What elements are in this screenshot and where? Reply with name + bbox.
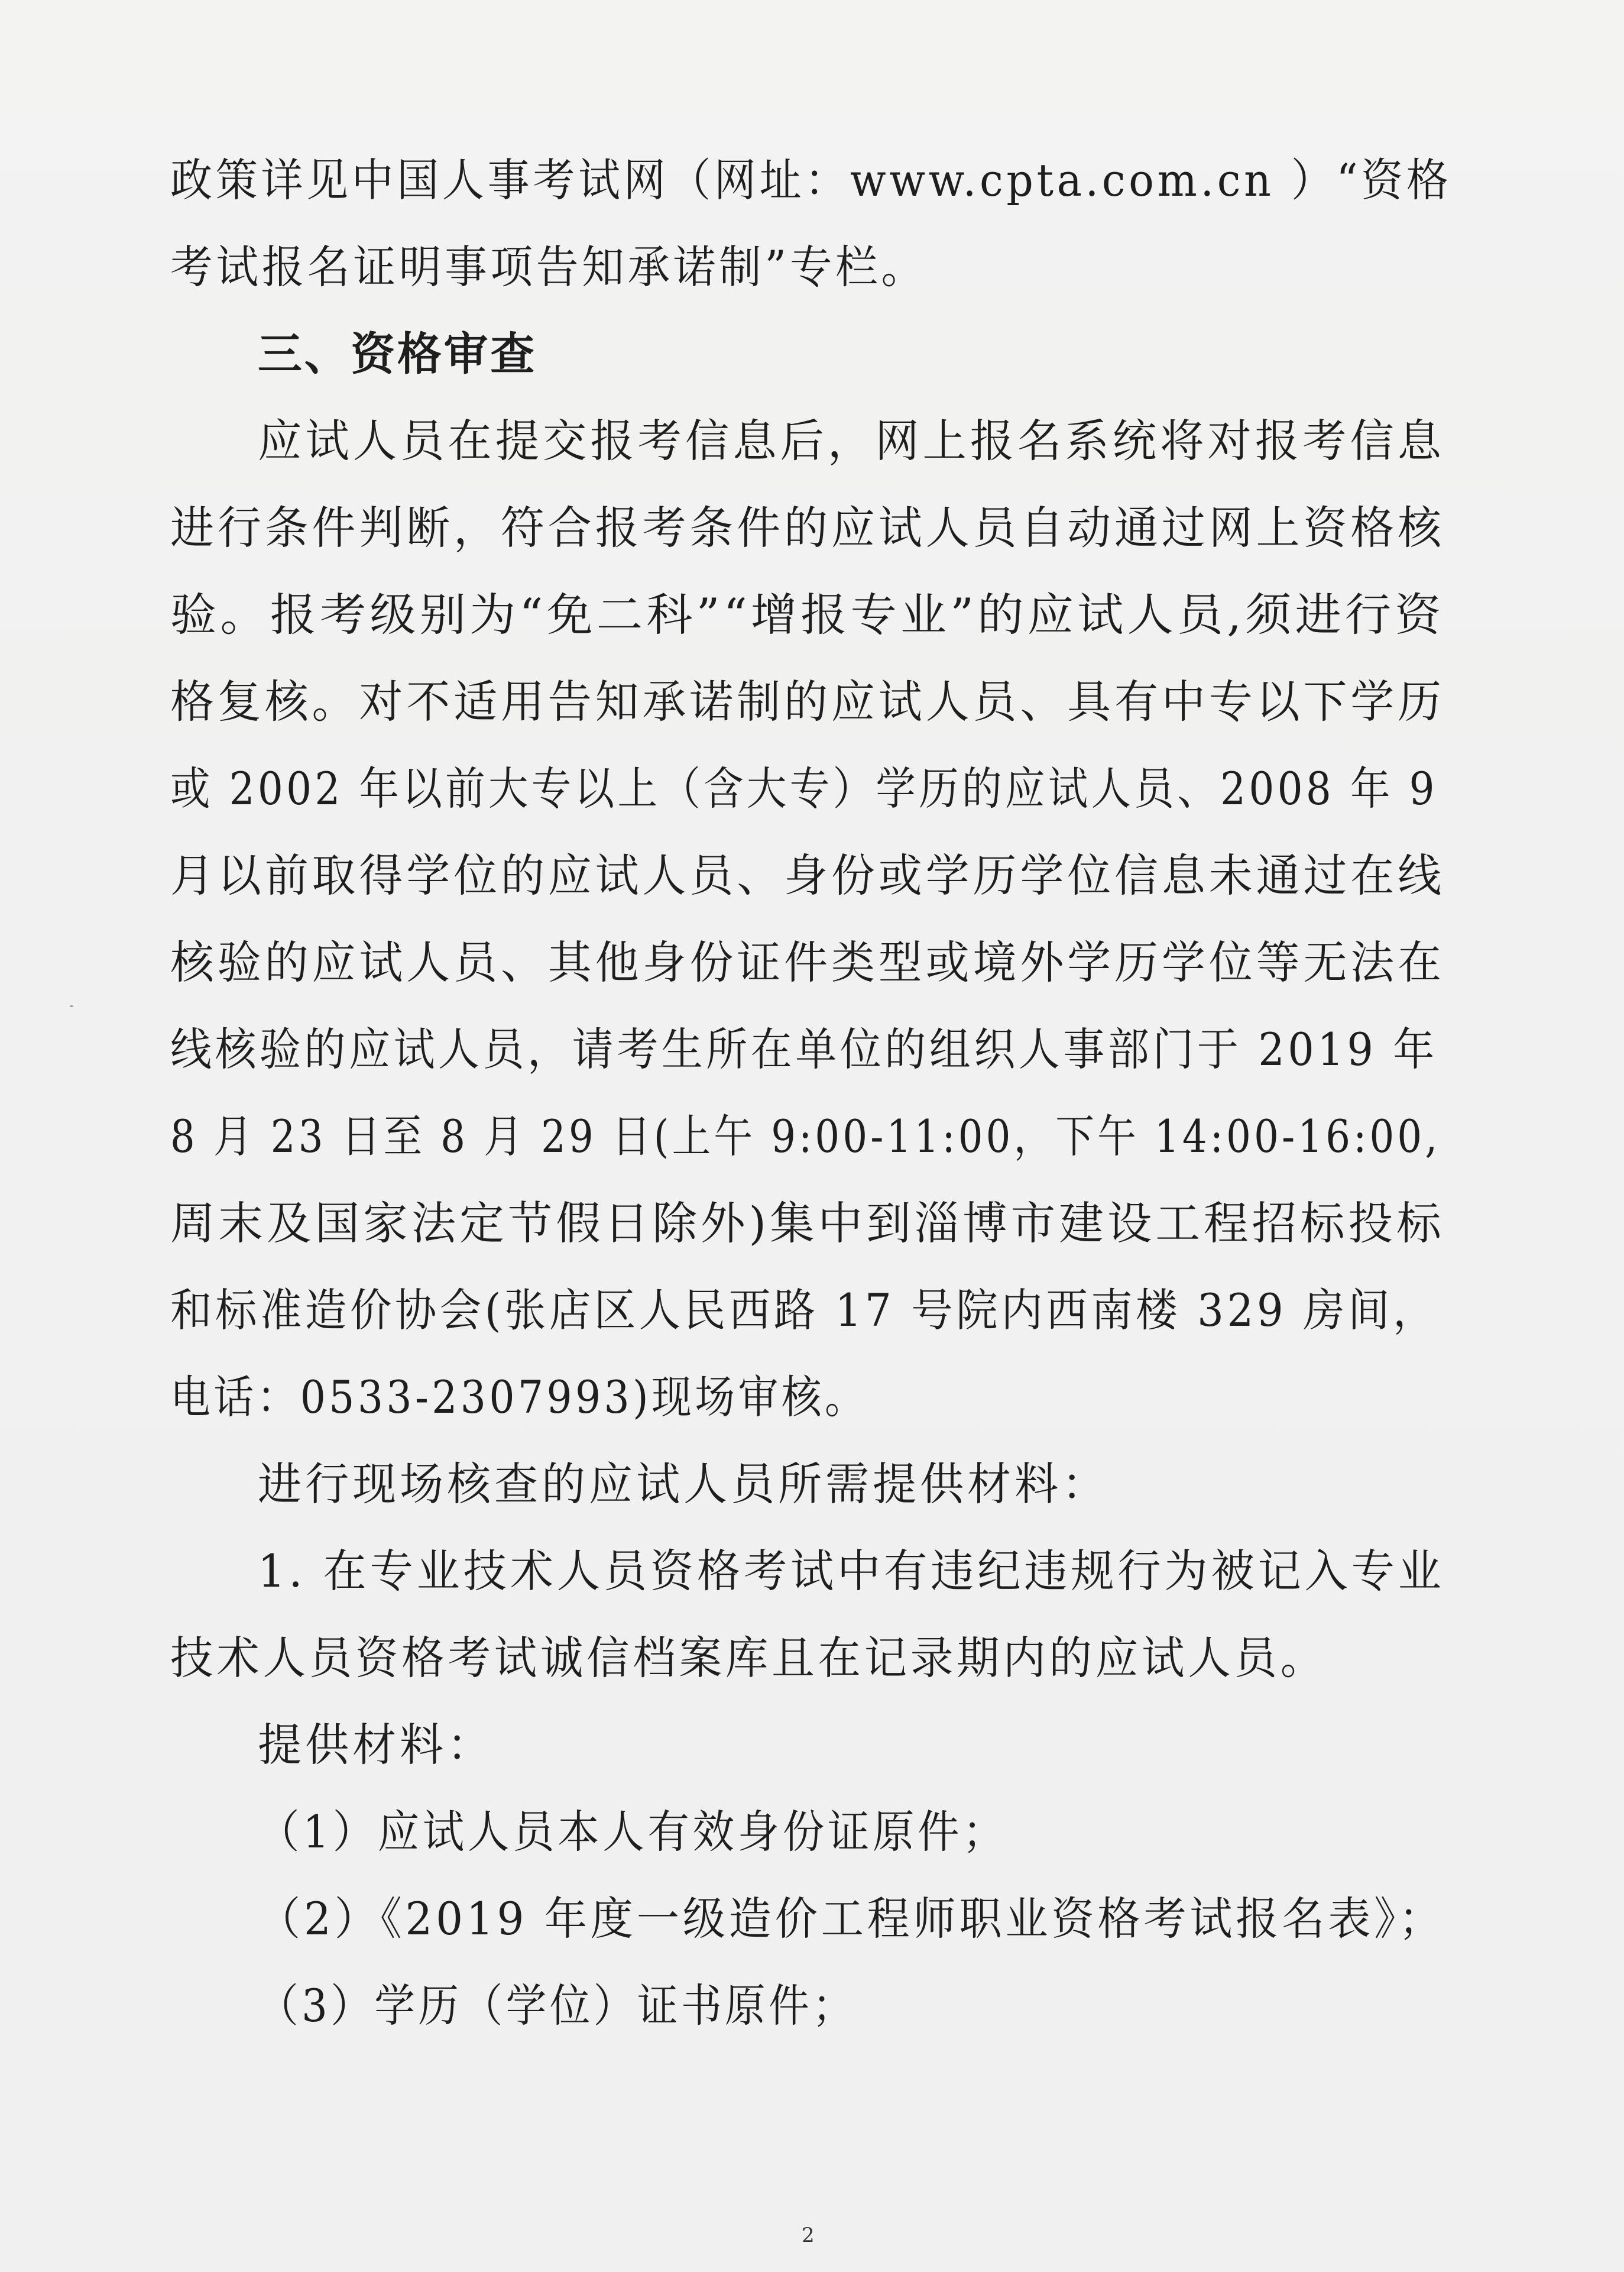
- paper-speck: [70, 1005, 73, 1007]
- text-line: 和标准造价协会(张店区人民西路 17 号院内西南楼 329 房间，: [170, 1284, 1438, 1336]
- section-heading: 三、资格审查: [258, 328, 537, 380]
- text-line: 格复核。对不适用告知承诺制的应试人员、具有中专以下学历: [170, 675, 1445, 728]
- text-line: 线核验的应试人员，请考生所在单位的组织人事部门于 2019 年: [170, 1023, 1438, 1076]
- text-line: 进行现场核查的应试人员所需提供材料：: [258, 1458, 1109, 1510]
- text-line: 提供材料：: [258, 1718, 494, 1771]
- text-line: 电话：0533-2307993)现场审核。: [170, 1371, 868, 1423]
- text-line: 考试报名证明事项告知承诺制”专栏。: [170, 241, 927, 293]
- text-line: 验。报考级别为“免二科”“增报专业”的应试人员,须进行资: [170, 588, 1445, 641]
- text-line: 月以前取得学位的应试人员、身份或学历学位信息未通过在线: [170, 849, 1445, 902]
- text-line: 核验的应试人员、其他身份证件类型或境外学历学位等无法在: [170, 936, 1445, 989]
- text-line: 技术人员资格考试诚信档案库且在记录期内的应试人员。: [170, 1632, 1327, 1684]
- text-line: 政策详见中国人事考试网（网址：www.cpta.com.cn ）“资格: [170, 154, 1452, 206]
- text-line: 8 月 23 日至 8 月 29 日(上午 9:00-11:00，下午 14:00-16:00,: [170, 1110, 1441, 1163]
- text-line: 周末及国家法定节假日除外)集中到淄博市建设工程招标投标: [170, 1197, 1445, 1250]
- text-line: 应试人员在提交报考信息后，网上报名系统将对报考信息: [258, 415, 1445, 467]
- text-line: 或 2002 年以前大专以上（含大专）学历的应试人员、2008 年 9: [170, 762, 1438, 815]
- text-line: 1. 在专业技术人员资格考试中有违纪违规行为被记入专业: [258, 1545, 1445, 1597]
- text-line: （2）《2019 年度一级造价工程师职业资格考试报名表》；: [258, 1892, 1445, 1945]
- text-line: （3）学历（学位）证书原件；: [258, 1979, 857, 2032]
- page-number: 2: [802, 2224, 815, 2247]
- text-line: 进行条件判断，符合报考条件的应试人员自动通过网上资格核: [170, 501, 1445, 554]
- text-line: （1）应试人员本人有效身份证原件；: [258, 1805, 1008, 1858]
